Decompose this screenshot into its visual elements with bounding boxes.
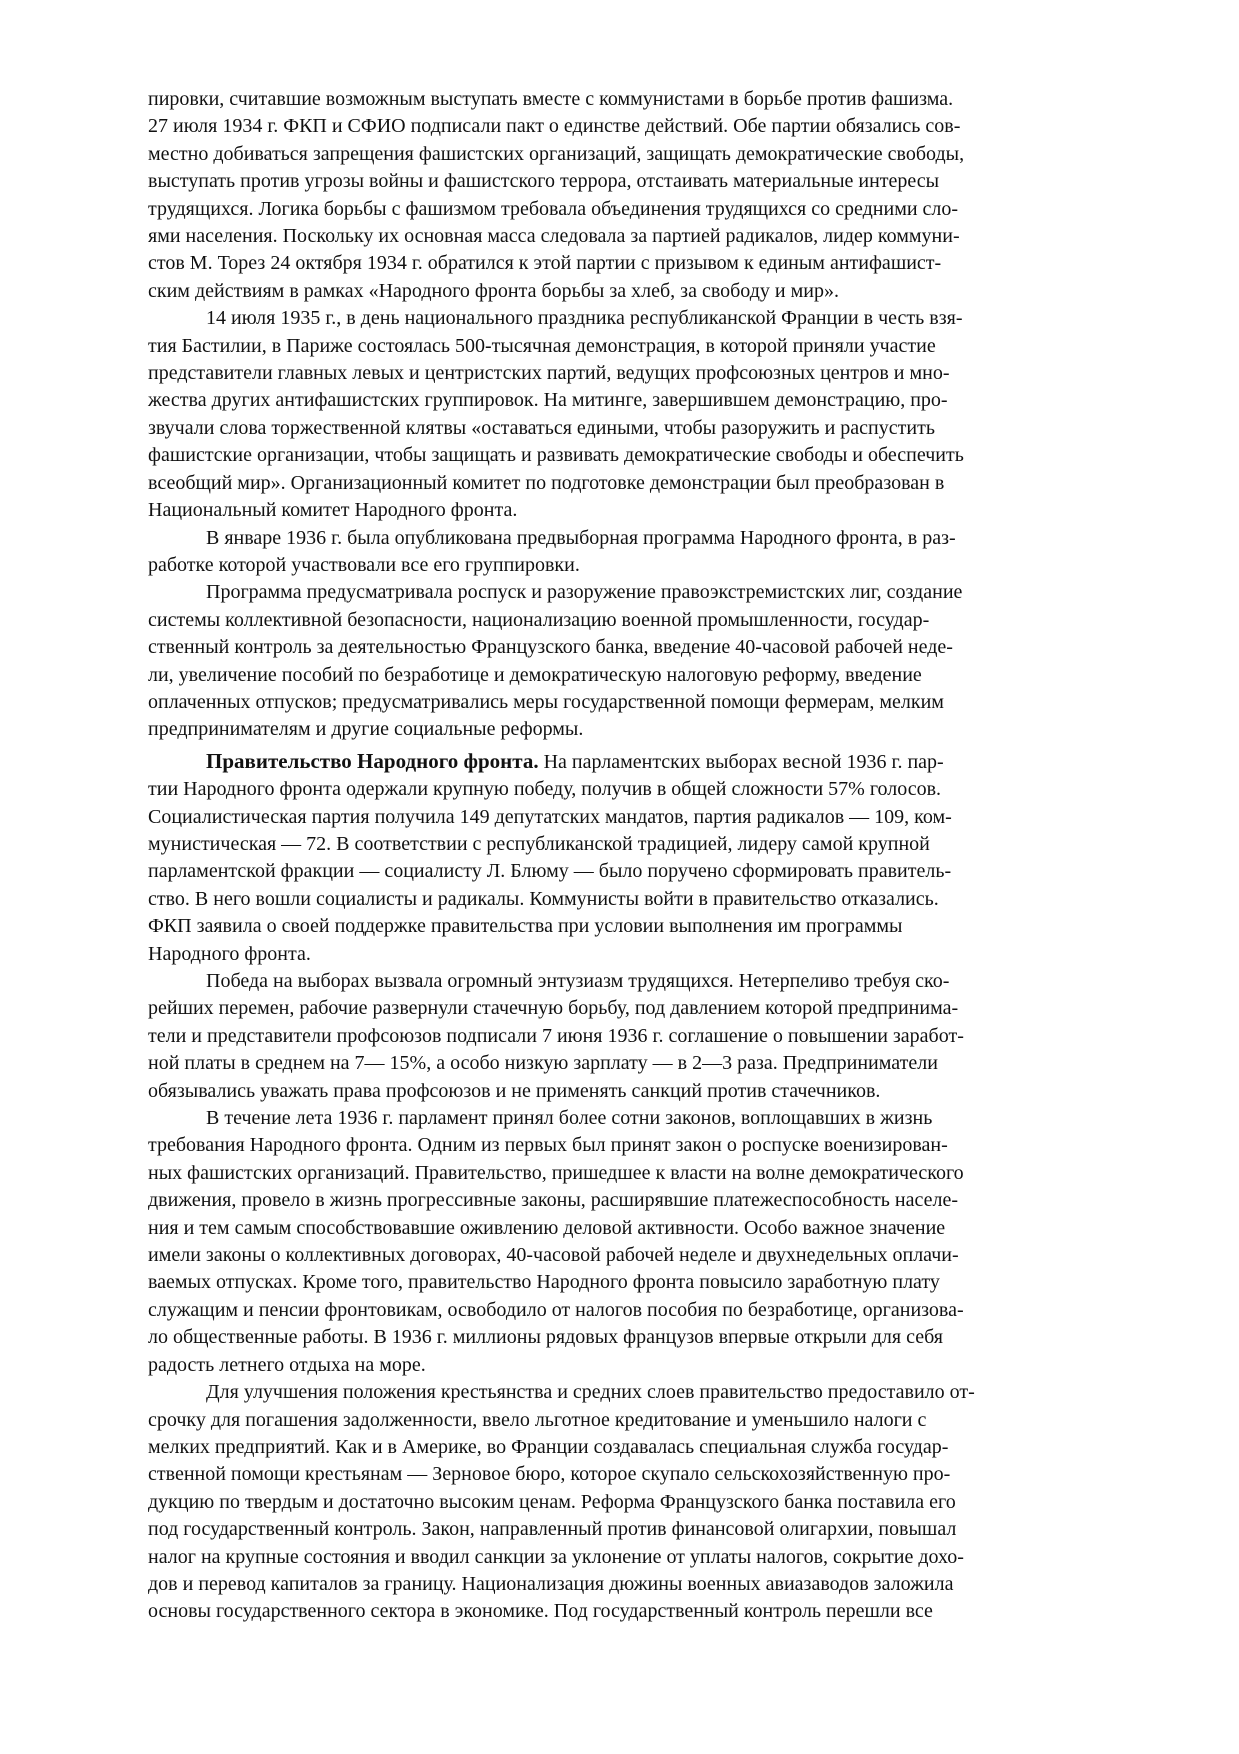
text-line: 27 июля 1934 г. ФКП и СФИО подписали пакт о единстве действий. Обе партии обязались сов- [148,115,961,138]
text-line: выступать против угрозы войны и фашистского террора, отстаивать материальные интересы [148,170,940,193]
section-heading: Правительство Народного фронта. [206,748,539,773]
text-line: под государственный контроль. Закон, направленный против финансовой олигархии, повышал [148,1518,957,1541]
text-line: обязывались уважать права профсоюзов и не применять санкций против стачечников. [148,1079,881,1102]
text-line: стов М. Торез 24 октября 1934 г. обратился к этой партии с призывом к единым антифашист- [148,252,942,275]
paragraph-united-front [148,86,1088,305]
text-line: тии Народного фронта одержали крупную победу, получив в общей сложности 57% голосов. [148,778,942,801]
paragraph-strikes [148,968,1088,1105]
text-line: жества других антифашистских группировок. На митинге, завершившем демонстрацию, про- [148,389,948,412]
text-line: системы коллективной безопасности, национализацию военной промышленности, государ- [148,608,930,631]
text-line: тия Бастилии, в Париже состоялась 500-тысячная демонстрация, в которой приняли участие [148,334,936,357]
text-line: служащим и пенсии фронтовикам, освободило от налогов пособия по безработице, организова- [148,1298,964,1321]
text-line: дов и перевод капиталов за границу. Национализация дюжины военных авиазаводов заложила [148,1572,954,1595]
text-line: ли, увеличение пособий по безработице и демократическую налоговую реформу, введение [148,663,922,686]
text-line: трудящихся. Логика борьбы с фашизмом требовала объединения трудящихся со средними сло- [148,197,959,220]
text-line: ственной помощи крестьянам — Зерновое бюро, которое скупало сельскохозяйственную про- [148,1463,951,1486]
text-line: ной платы в среднем на 7— 15%, а особо низкую зарплату — в 2—3 раза. Предприниматели [148,1052,938,1075]
text-line: В январе 1936 г. была опубликована предвыборная программа Народного фронта, в раз- [206,526,956,549]
paragraph-peasantry [148,1379,1088,1626]
text-line: ных фашистских организаций. Правительство, пришедшее к власти на волне демократического [148,1161,964,1184]
text-line: ло общественные работы. В 1936 г. миллионы рядовых французов впервые открыли для себя [148,1326,943,1349]
text-line: требования Народного фронта. Одним из первых был принят закон о роспуске военизирован- [148,1134,948,1157]
text-line: движения, провело в жизнь прогрессивные законы, расширявшие платежеспособность населе- [148,1189,958,1212]
text-line: Национальный комитет Народного фронта. [148,499,518,522]
text-line: ния и тем самым способствовавшие оживлению деловой активности. Особо важное значение [148,1216,946,1239]
text-line: 14 июля 1935 г., в день национального праздника республиканской Франции в честь взя- [206,307,963,330]
paragraph-summer-laws [148,1105,1088,1379]
text-line: Народного фронта. [148,942,311,965]
text-line: дукцию по твердым и достаточно высоким ценам. Реформа Французского банка поставила его [148,1490,956,1513]
document-page [148,86,1088,1626]
paragraph-government [148,748,1088,968]
text-line: фашистские организации, чтобы защищать и развивать демократические свободы и обеспечить [148,444,964,467]
paragraph-program-contents [148,579,1088,743]
text-line: налог на крупные состояния и вводил санкции за уклонение от уплаты налогов, сокрытие дохо- [148,1545,964,1568]
text-line: представители главных левых и центристских партий, ведущих профсоюзных центров и мно- [148,362,950,385]
paragraph-program-published [148,525,1088,580]
text-line: работке которой участвовали все его группировки. [148,553,580,576]
text-line: ство. В него вошли социалисты и радикалы. Коммунисты войти в правительство отказались. [148,887,939,910]
text-line: Социалистическая партия получила 149 депутатских мандатов, партия радикалов — 109, ком- [148,805,952,828]
text-line: всеобщий мир». Организационный комитет по подготовке демонстрации был преобразован в [148,471,945,494]
text-line: ским действиям в рамках «Народного фронта борьбы за хлеб, за свободу и мир». [148,279,839,302]
text-line: звучали слова торжественной клятвы «оставаться едиными, чтобы разоружить и распустить [148,416,935,439]
text-line [148,748,1088,776]
text-line: Программа предусматривала роспуск и разоружение правоэкстремистских лиг, создание [206,581,963,604]
text-line: имели законы о коллективных договорах, 40-часовой рабочей неделе и двухнедельных оплачи- [148,1244,959,1267]
text-line: ственный контроль за деятельностью Французского банка, введение 40-часовой рабочей неде- [148,636,953,659]
text-line: ями населения. Поскольку их основная масса следовала за партией радикалов, лидер коммуни- [148,225,960,248]
text-line: парламентской фракции — социалисту Л. Блюму — было поручено сформировать правитель- [148,860,952,883]
text-line: Для улучшения положения крестьянства и средних слоев правительство предоставило от- [206,1381,975,1404]
text-line: срочку для погашения задолженности, ввело льготное кредитование и уменьшило налоги с [148,1408,927,1431]
text-line: мелких предприятий. Как и в Америке, во Франции создавалась специальная служба государ- [148,1435,949,1458]
text-line: оплаченных отпусков; предусматривались меры государственной помощи фермерам, мелким [148,690,944,713]
text-line: тели и представители профсоюзов подписали 7 июня 1936 г. соглашение о повышении заработ- [148,1024,964,1047]
text-line: пировки, считавшие возможным выступать вместе с коммунистами в борьбе против фашизма. [148,88,954,110]
text-line: местно добиваться запрещения фашистских организаций, защищать демократические свободы, [148,142,965,165]
text-line: ваемых отпусках. Кроме того, правительство Народного фронта повысило заработную плату [148,1271,940,1294]
text-line: ФКП заявила о своей поддержке правительства при условии выполнения им программы [148,915,903,938]
text-line: рейших перемен, рабочие развернули стачечную борьбу, под давлением которой предпринима- [148,997,959,1020]
text-line: мунистическая — 72. В соответствии с республиканской традицией, лидеру самой крупной [148,832,930,855]
paragraph-bastille-day [148,305,1088,524]
text-line: основы государственного сектора в экономике. Под государственный контроль перешли все [148,1600,933,1623]
heading-line-rest: На парламентских выборах весной 1936 г. пар- [538,750,944,773]
text-line: предпринимателям и другие социальные реформы. [148,718,584,741]
text-line: радость летнего отдыха на море. [148,1353,426,1376]
text-line: В течение лета 1936 г. парламент принял более сотни законов, воплощавших в жизнь [206,1107,933,1130]
text-line: Победа на выборах вызвала огромный энтузиазм трудящихся. Нетерпеливо требуя ско- [206,970,950,992]
